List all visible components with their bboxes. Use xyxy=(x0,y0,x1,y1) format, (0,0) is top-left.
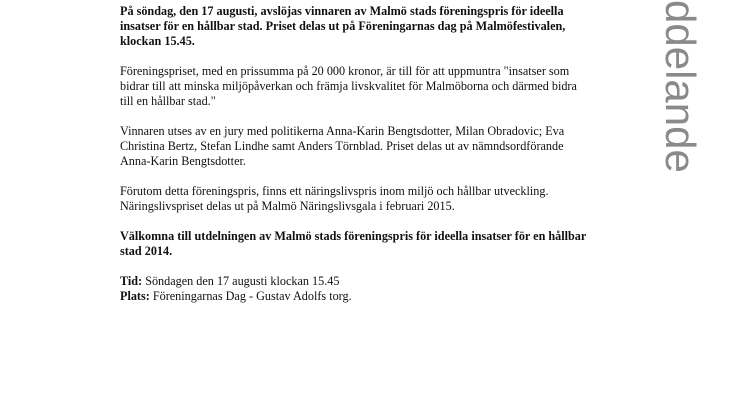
body-paragraph-prize: Föreningspriset, med en prissumma på 20 000 kronor, är till för att uppmuntra "insatser som bidrar till att minska miljöpåverkan och främja livskvalitet för Malmöborna och därmed bidra till en hållbar stad." xyxy=(120,64,577,108)
press-release-body xyxy=(120,4,590,304)
place-line xyxy=(120,289,590,304)
time-line xyxy=(120,274,590,289)
time-value: Söndagen den 17 augusti klockan 15.45 xyxy=(142,274,340,288)
lead-paragraph: På söndag, den 17 augusti, avslöjas vinnaren av Malmö stads föreningspris för ideella insatser för en hållbar stad. Priset delas ut på Föreningarnas dag på Malmöfestivalen, klockan 15.45. xyxy=(120,4,566,48)
place-value: Föreningarnas Dag - Gustav Adolfs torg. xyxy=(149,289,352,303)
body-paragraph-business-prize: Förutom detta föreningspris, finns ett näringslivspris inom miljö och hållbar utveckling. Näringslivspriset delas ut på Malmö Näringslivsgala i februari 2015. xyxy=(120,184,549,213)
body-paragraph-jury: Vinnaren utses av en jury med politikerna Anna-Karin Bengtsdotter, Milan Obradovic; Eva Christina Bertz, Stefan Lindhe samt Anders Törnblad. Priset delas ut av nämndsordförande Anna-Karin Bengtsdotter. xyxy=(120,124,565,168)
invitation-paragraph: Välkomna till utdelningen av Malmö stads föreningspris för ideella insatser för en hållbar stad 2014. xyxy=(120,229,587,258)
time-label: Tid: xyxy=(120,274,143,288)
place-label: Plats: xyxy=(120,289,150,303)
event-details xyxy=(120,274,590,304)
side-label-pressmeddelande: ddelande xyxy=(657,0,704,173)
